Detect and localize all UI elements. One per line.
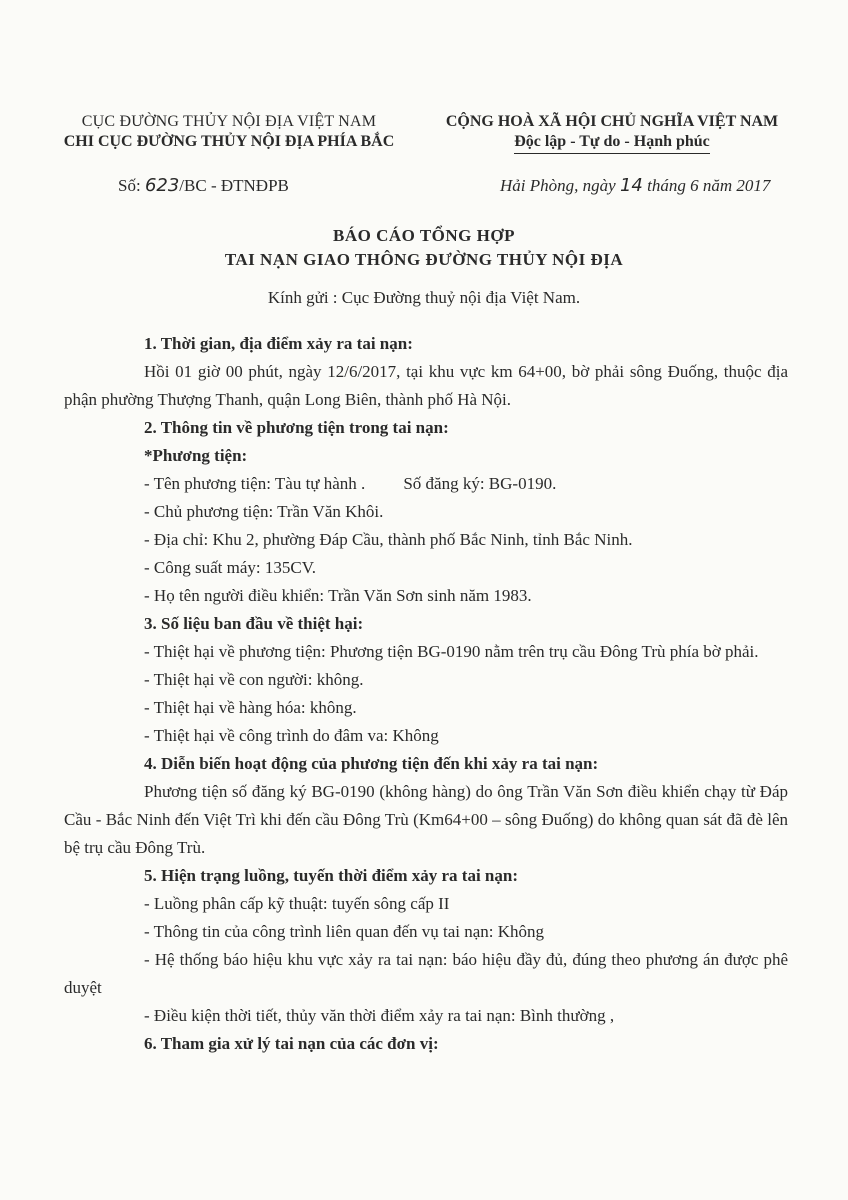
owner-address: - Địa chỉ: Khu 2, phường Đáp Cầu, thành phố Bắc Ninh, tỉnh Bắc Ninh. bbox=[144, 530, 633, 549]
recipient-line: Kính gửi : Cục Đường thuỷ nội địa Việt Nam. bbox=[267, 288, 581, 307]
section-4-heading: 4. Diễn biến hoạt động của phương tiện đến khi xảy ra tai nạn: bbox=[144, 754, 599, 773]
section-3-heading: 3. Số liệu ban đầu về thiệt hại: bbox=[144, 614, 364, 633]
section-2-heading: 2. Thông tin về phương tiện trong tai nạn: bbox=[144, 418, 449, 437]
vehicle-owner: - Chủ phương tiện: Trần Văn Khôi. bbox=[144, 502, 384, 521]
section-5-heading: 5. Hiện trạng luồng, tuyến thời điểm xảy ra tai nạn: bbox=[144, 866, 518, 885]
vehicle-subheading: *Phương tiện: bbox=[144, 446, 248, 465]
structure-info: - Thông tin của công trình liên quan đến vụ tai nạn: Không bbox=[144, 922, 545, 941]
vehicle-name: - Tên phương tiện: Tàu tự hành . bbox=[144, 474, 366, 493]
national-header bbox=[416, 112, 808, 154]
section-4-text: Phương tiện số đăng ký BG-0190 (không hàng) do ông Trần Văn Sơn điều khiển chạy từ Đáp Cầu - Bắc Ninh đến Việt Trì khi đến cầu Đông Trù (Km64+00 – sông Đuống) do không quan sát đã đè lên bệ trụ cầu Đông Trù. bbox=[64, 782, 788, 857]
section-1-text: Hồi 01 giờ 00 phút, ngày 12/6/2017, tại khu vực km 64+00, bờ phải sông Đuống, thuộc địa phận phường Thượng Thanh, quận Long Biên, thành phố Hà Nội. bbox=[64, 362, 788, 409]
channel-grade: - Luồng phân cấp kỹ thuật: tuyến sông cấp II bbox=[144, 894, 450, 913]
handwritten-number: 623 bbox=[144, 175, 180, 196]
handwritten-day: 14 bbox=[619, 175, 643, 196]
vehicle-name-row bbox=[64, 470, 788, 498]
engine-power: - Công suất máy: 135CV. bbox=[144, 558, 317, 577]
vehicle-damage: - Thiệt hại về phương tiện: Phương tiện BG-0190 nằm trên trụ cầu Đông Trù phía bờ phải. bbox=[144, 642, 759, 661]
vehicle-registration: Số đăng ký: BG-0190. bbox=[403, 474, 557, 493]
signal-system: - Hệ thống báo hiệu khu vực xảy ra tai nạn: báo hiệu đầy đủ, đúng theo phương án được phê duyệt bbox=[64, 950, 788, 997]
place-date: Hải Phòng, ngày 14 tháng 6 năm 2017 bbox=[500, 175, 771, 196]
national-motto: Độc lập - Tự do - Hạnh phúc bbox=[514, 132, 710, 154]
reference-number: Số: 623/BC - ĐTNĐPB bbox=[118, 175, 289, 196]
section-1-heading: 1. Thời gian, địa điểm xảy ra tai nạn: bbox=[144, 334, 413, 353]
structure-damage: - Thiệt hại về công trình do đâm va: Không bbox=[144, 726, 439, 745]
issuing-agency: CHI CỤC ĐƯỜNG THỦY NỘI ĐỊA PHÍA BẮC bbox=[63, 133, 395, 150]
vehicle-operator: - Họ tên người điều khiển: Trần Văn Sơn sinh năm 1983. bbox=[144, 586, 532, 605]
issuing-agency-header bbox=[44, 112, 414, 152]
human-damage: - Thiệt hại về con người: không. bbox=[144, 670, 364, 689]
parent-agency: CỤC ĐƯỜNG THỦY NỘI ĐỊA VIỆT NAM bbox=[81, 113, 377, 130]
report-title: BÁO CÁO TỔNG HỢP bbox=[333, 226, 515, 245]
report-subtitle: TAI NẠN GIAO THÔNG ĐƯỜNG THỦY NỘI ĐỊA bbox=[224, 250, 624, 269]
weather-conditions: - Điều kiện thời tiết, thủy văn thời điểm xảy ra tai nạn: Bình thường , bbox=[144, 1006, 615, 1025]
section-6-heading: 6. Tham gia xử lý tai nạn của các đơn vị: bbox=[144, 1034, 439, 1053]
report-body bbox=[64, 330, 788, 1058]
cargo-damage: - Thiệt hại về hàng hóa: không. bbox=[144, 698, 357, 717]
country-name: CỘNG HOÀ XÃ HỘI CHỦ NGHĨA VIỆT NAM bbox=[445, 113, 779, 130]
